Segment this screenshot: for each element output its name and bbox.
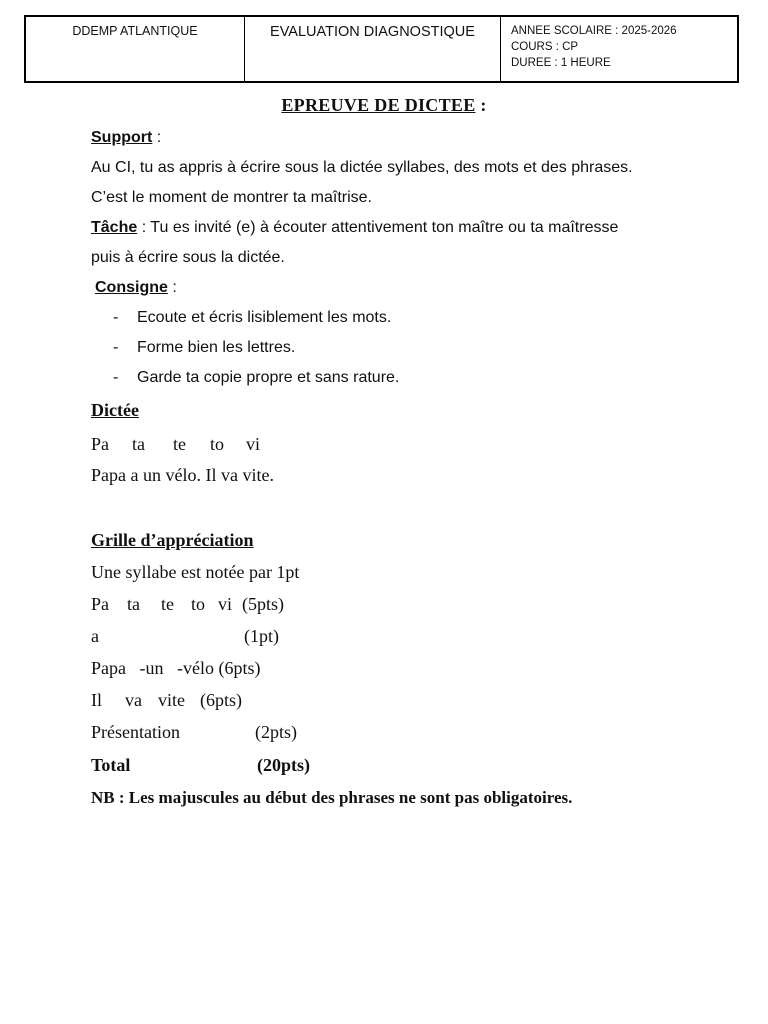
tache-line-2: puis à écrire sous la dictée. [91, 249, 285, 266]
header-table [24, 15, 739, 83]
grille-word: va [125, 690, 142, 710]
support-label: Support [91, 129, 153, 146]
dictee-syllable: vi [246, 434, 261, 454]
dictee-heading: Dictée [91, 400, 139, 420]
support-heading [91, 129, 161, 147]
consigne-item-text: Ecoute et écris lisiblement les mots. [137, 309, 392, 326]
consigne-item: - Ecoute et écris lisiblement les mots. [113, 309, 392, 326]
dictee-syllable: to [210, 434, 225, 454]
page-title-text: EPREUVE DE DICTEE [281, 95, 476, 115]
grille-syllable: te [161, 594, 174, 614]
grille-row-words [91, 658, 260, 679]
dictee-sentence: Papa a un vélo. Il va vite. [91, 465, 274, 485]
dictee-syllables [91, 434, 260, 455]
page-title [0, 95, 768, 116]
dictee-syllable: Pa [91, 434, 109, 454]
grille-nb-note: NB : Les majuscules au début des phrases ne sont pas obligatoires. [91, 788, 573, 807]
grille-points: (6pts) [200, 690, 242, 710]
header-duration: DUREE : 1 HEURE [511, 57, 611, 69]
grille-points: (5pts) [242, 594, 284, 614]
grille-item: Présentation [91, 722, 180, 742]
dictee-syllable: te [173, 434, 186, 454]
tache-text: : Tu es invité (e) à écouter attentivement ton maître ou ta maîtresse [137, 219, 619, 236]
header-directorate: DDEMP ATLANTIQUE [26, 17, 245, 81]
support-colon: : [152, 129, 162, 146]
support-line-1: Au CI, tu as appris à écrire sous la dictée syllabes, des mots et des phrases. [91, 159, 633, 176]
consigne-item: - Garde ta copie propre et sans rature. [113, 369, 400, 386]
consigne-colon: : [167, 279, 177, 296]
grille-syllable: Pa [91, 594, 109, 614]
grille-total [91, 755, 310, 776]
header-course: COURS : CP [511, 41, 579, 53]
grille-points: (6pts) [218, 658, 261, 678]
grille-syllable: to [191, 594, 206, 614]
tache-label: Tâche [91, 219, 138, 236]
consigne-label: Consigne [95, 279, 168, 296]
page-title-colon: : [475, 95, 487, 115]
grille-item: a [91, 626, 99, 646]
consigne-heading [95, 279, 177, 297]
grille-row-presentation [91, 722, 297, 743]
header-school-year: ANNEE SCOLAIRE : 2025-2026 [511, 25, 677, 37]
header-evaluation-title: EVALUATION DIAGNOSTIQUE [245, 17, 501, 81]
grille-intro: Une syllabe est notée par 1pt [91, 562, 300, 582]
support-line-2: C’est le moment de montrer ta maîtrise. [91, 189, 372, 206]
consigne-item-text: Garde ta copie propre et sans rature. [137, 369, 400, 386]
dictee-syllable: ta [132, 434, 145, 454]
grille-points: (2pts) [255, 722, 297, 742]
grille-heading: Grille d’appréciation [91, 530, 254, 550]
grille-word: vite [158, 690, 185, 710]
grille-total-points: (20pts) [257, 755, 310, 775]
grille-total-label: Total [91, 755, 131, 775]
consigne-item: - Forme bien les lettres. [113, 339, 296, 356]
grille-row-syllables [91, 594, 284, 615]
grille-word: Il [91, 690, 102, 710]
tache-line-1 [91, 219, 618, 237]
grille-row-a [91, 626, 279, 647]
header-info [501, 17, 737, 81]
grille-syllable: ta [127, 594, 140, 614]
grille-syllable: vi [218, 594, 233, 614]
grille-item: Papa -un -vélo [91, 658, 214, 678]
grille-row-sentence [91, 690, 242, 711]
grille-points: (1pt) [244, 626, 279, 646]
consigne-item-text: Forme bien les lettres. [137, 339, 296, 356]
